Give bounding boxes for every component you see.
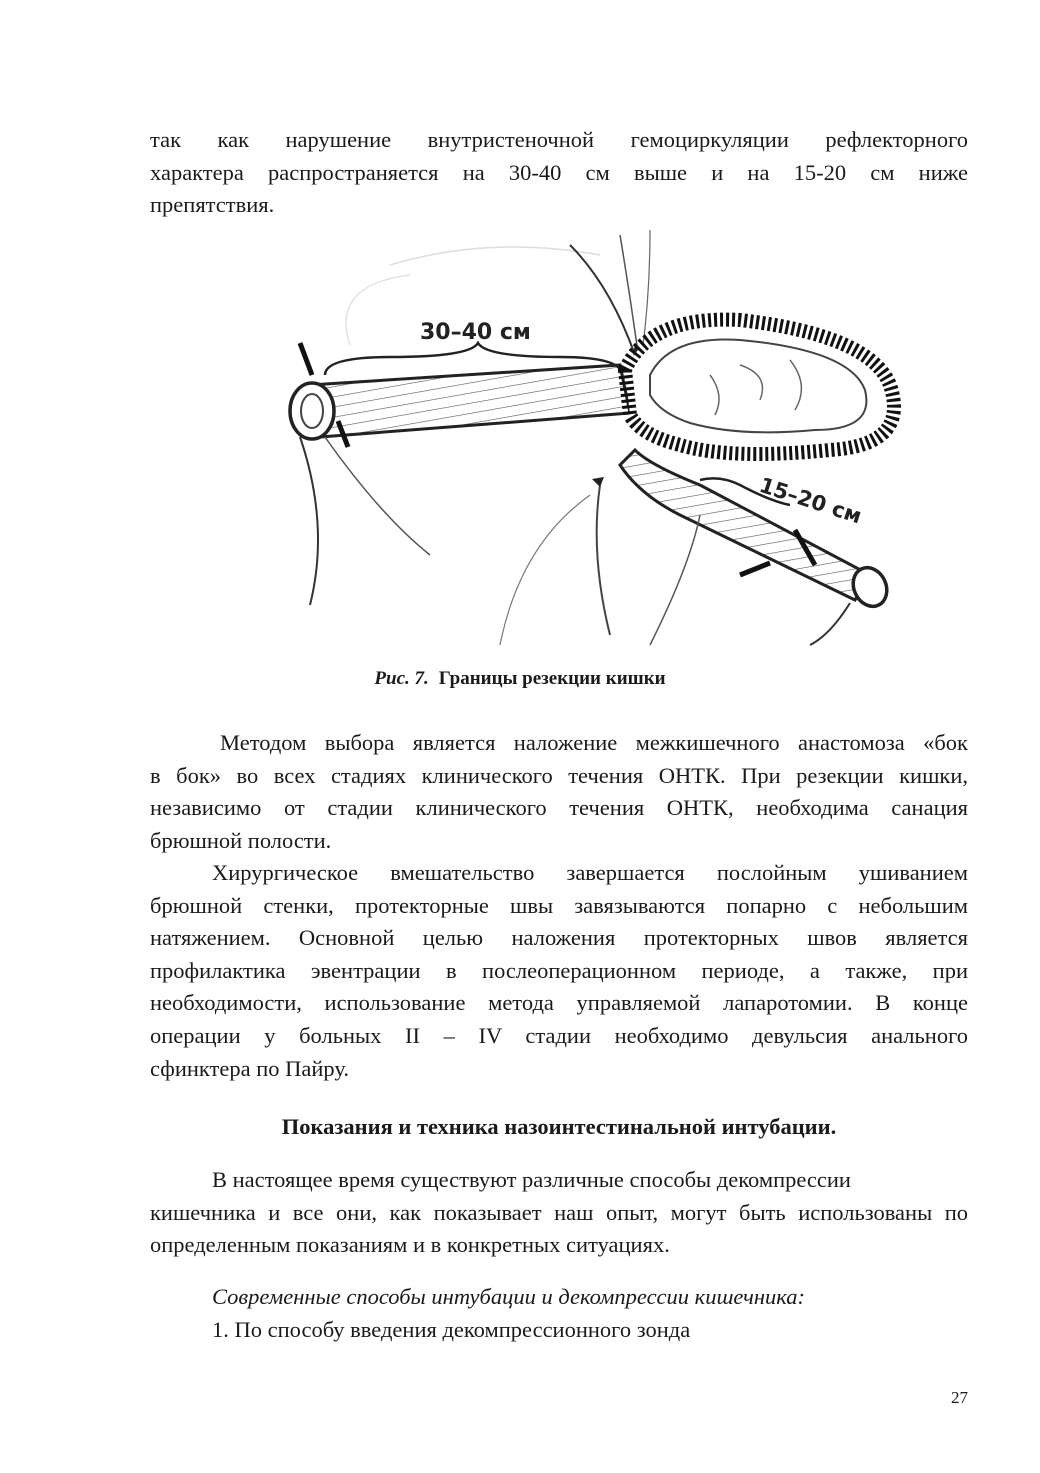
background-sketch-line (390, 247, 600, 265)
incision-mark (300, 343, 312, 375)
mesentery-line (570, 245, 635, 355)
text-line: брюшной стенки, протекторные швы завязываются попарно с небольшим (150, 892, 968, 918)
figure-intestine-resection (270, 225, 930, 665)
text-line: брюшной полости. (150, 827, 332, 853)
figure-number: Рис. 7. (374, 668, 429, 689)
background-sketch-line (346, 275, 410, 345)
text-line: необходимости, использование метода управляемой лапаротомии. В конце (150, 990, 968, 1016)
intestine-drawing (270, 225, 930, 665)
text-line: Методом выбора является наложение межкишечного анастомоза «бок (220, 730, 968, 755)
text-line: профилактика эвентрации в послеоперационном периоде, а также, при (150, 957, 968, 983)
measure-label-upper: 30–40 см (420, 320, 531, 345)
text-line: так как нарушение внутристеночной гемоциркуляции рефлекторного (150, 127, 968, 152)
page-number: 27 (951, 1388, 968, 1407)
list-intro: Современные способы интубации и декомпрессии кишечника: (212, 1284, 805, 1309)
section-heading: Показания и техника назоинтестинальной интубации. (281, 1114, 837, 1139)
paragraph-3 (150, 857, 968, 1085)
paragraph-1 (150, 124, 968, 222)
clamp-tip (592, 477, 604, 487)
mesentery-line (300, 437, 318, 605)
mesentery-line (500, 495, 590, 645)
figure-title: Границы резекции кишки (438, 668, 666, 689)
text-line: в бок» во всех стадиях клинического течения ОНТК. При резекции кишки, (150, 762, 968, 788)
text-line: кишечника и все они, как показывает наш опыт, могут быть использованы по (150, 1199, 968, 1225)
mesentery-line (642, 230, 650, 353)
mesentery-line (325, 437, 430, 555)
figure-caption (0, 668, 1040, 690)
measure-label-lower: 15–20 см (756, 472, 865, 529)
proximal-bowel-lumen (290, 383, 334, 439)
paragraph-2 (150, 727, 968, 857)
mesentery-line (810, 603, 850, 645)
list-item: 1. По способу введения декомпрессионного зонда (212, 1317, 691, 1342)
mesentery-line (597, 485, 610, 635)
mesentery-line (650, 515, 700, 645)
text-line: операции у больных II – IV стадии необходимо девульсия анального (150, 1022, 968, 1048)
text-line: характера распространяется на 30-40 см выше и на 15-20 см ниже (150, 159, 968, 185)
paragraph-4 (150, 1164, 968, 1262)
text-line: препятствия. (150, 192, 275, 218)
text-line: Хирургическое вмешательство завершается послойным ушиванием (212, 860, 968, 885)
text-line: независимо от стадии клинического течения ОНТК, необходима санация (150, 795, 968, 821)
text-line: В настоящее время существуют различные способы декомпрессии (212, 1167, 851, 1192)
proximal-bowel (310, 365, 630, 437)
text-line: натяжением. Основной целью наложения протекторных швов является (150, 925, 968, 951)
incision-mark (740, 563, 770, 575)
mesentery-line (620, 235, 638, 353)
text-line: сфинктера по Пайру. (150, 1055, 350, 1081)
distal-bowel (620, 450, 870, 600)
text-line: определенным показаниям и в конкретных ситуациях. (150, 1232, 670, 1258)
